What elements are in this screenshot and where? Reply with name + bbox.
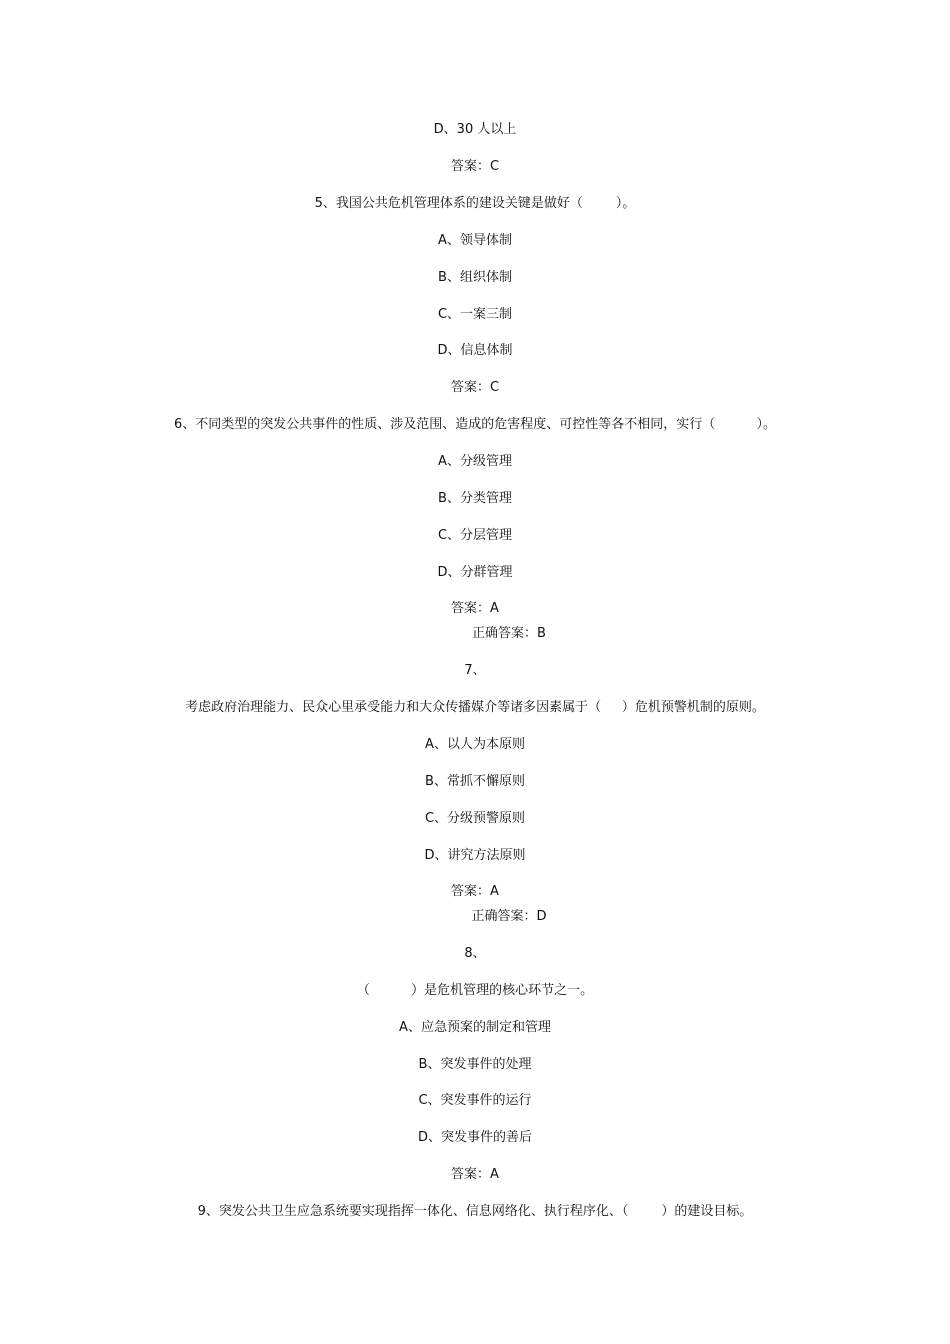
question-8-number: 8、	[464, 946, 486, 961]
answer-q8: 答案：A	[451, 1167, 499, 1182]
question-7: 考虑政府治理能力、民众心里承受能力和大众传播媒介等诸多因素属于（ ）危机预警机制的原则。	[185, 700, 765, 715]
option-a-q6: A、分级管理	[438, 454, 512, 469]
option-d-q7: D、讲究方法原则	[424, 848, 526, 863]
question-6: 6、不同类型的突发公共事件的性质、涉及范围、造成的危害程度、可控性等各不相同，实行（ ）。	[173, 417, 777, 432]
answer-q5: 答案：C	[450, 380, 500, 395]
option-d-q6: D、分群管理	[437, 565, 513, 580]
option-a-q7: A、以人为本原则	[425, 737, 525, 752]
option-d-q4: D、30 人以上	[433, 122, 517, 137]
option-d-q5: D、信息体制	[437, 343, 513, 358]
answer-q4: 答案：C	[450, 159, 500, 174]
option-d-q8: D、突发事件的善后	[417, 1130, 532, 1145]
option-a-q8: A、应急预案的制定和管理	[399, 1020, 551, 1035]
option-b-q8: B、突发事件的处理	[418, 1057, 532, 1072]
correct-answer-q6: 正确答案：B	[472, 626, 546, 641]
option-c-q7: C、分级预警原则	[424, 811, 526, 826]
question-8: （ ）是危机管理的核心环节之一。	[356, 983, 594, 998]
answer-q7: 答案：A	[451, 884, 499, 899]
question-5: 5、我国公共危机管理体系的建设关键是做好（ ）。	[314, 196, 636, 211]
correct-answer-q7: 正确答案：D	[471, 909, 547, 924]
question-9: 9、突发公共卫生应急系统要实现指挥一体化、信息网络化、执行程序化、（ ）的建设目标。	[197, 1204, 753, 1219]
answer-q6: 答案：A	[451, 601, 499, 616]
option-b-q5: B、组织体制	[438, 270, 512, 285]
option-c-q5: C、一案三制	[437, 307, 513, 322]
option-c-q8: C、突发事件的运行	[418, 1093, 532, 1108]
option-a-q5: A、领导体制	[438, 233, 512, 248]
option-b-q6: B、分类管理	[438, 491, 512, 506]
question-7-number: 7、	[464, 663, 486, 678]
option-b-q7: B、常抓不懈原则	[425, 774, 525, 789]
option-c-q6: C、分层管理	[437, 528, 513, 543]
